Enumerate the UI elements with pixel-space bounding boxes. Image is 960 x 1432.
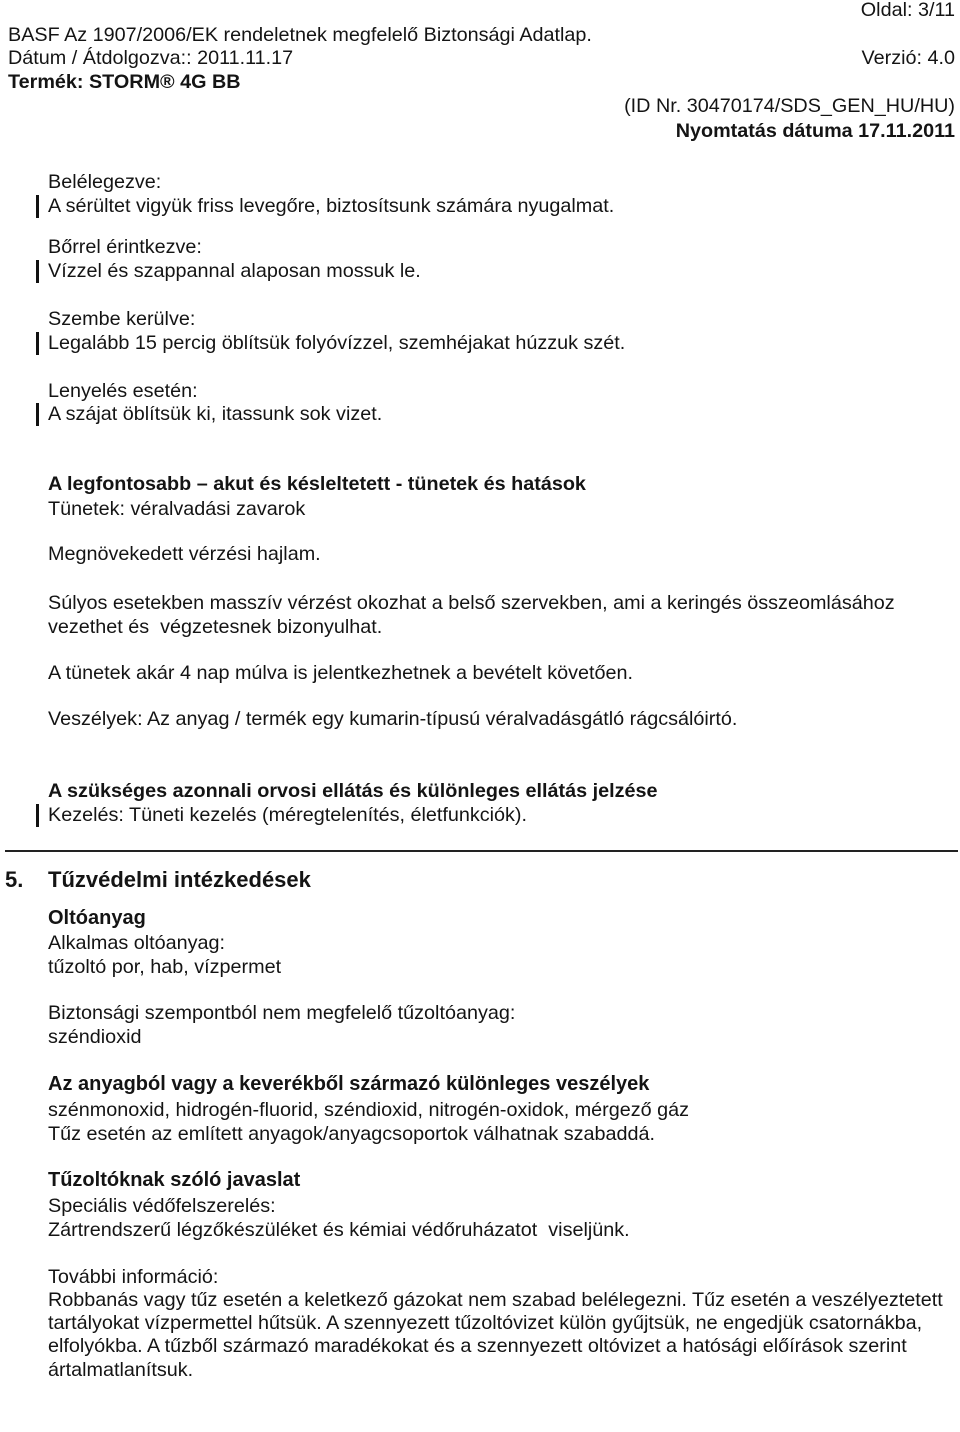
eye-contact-label: Szembe kerülve: <box>48 308 196 330</box>
print-date: Nyomtatás dátuma 17.11.2011 <box>675 120 955 142</box>
inhalation-text: A sérültet vigyük friss levegőre, biztosítsunk számára nyugalmat. <box>48 195 615 217</box>
symptoms-line: Megnövekedett vérzési hajlam. <box>48 543 321 565</box>
section-number: 5. <box>5 867 24 892</box>
product-name: Termék: STORM® 4G BB <box>8 71 241 93</box>
medical-text: Kezelés: Tüneti kezelés (méregtelenítés, életfunkciók). <box>48 804 528 826</box>
suitable-media-label: Alkalmas oltóanyag: <box>48 932 226 954</box>
symptoms-line: A tünetek akár 4 nap múlva is jelentkezhetnek a bevételt követően. <box>48 662 634 684</box>
hazards-line: szénmonoxid, hidrogén-fluorid, széndioxid, nitrogén-oxidok, mérgező gáz <box>48 1099 690 1121</box>
symptoms-heading: A legfontosabb – akut és késleltetett - tünetek és hatások <box>48 473 586 495</box>
document-title: BASF Az 1907/2006/EK rendeletnek megfelelő Biztonsági Adatlap. <box>8 24 592 46</box>
further-info-label: További információ: <box>48 1266 219 1288</box>
skin-contact-label: Bőrrel érintkezve: <box>48 236 202 258</box>
symptoms-line: Tünetek: véralvadási zavarok <box>48 498 306 520</box>
symptoms-line: Veszélyek: Az anyag / termék egy kumarin-típusú véralvadásgátló rágcsálóirtó. <box>48 708 738 730</box>
further-info-line: Robbanás vagy tűz esetén a keletkező gázokat nem szabad belélegezni. Tűz esetén a veszélyeztetett <box>48 1289 943 1311</box>
skin-contact-text: Vízzel és szappannal alaposan mossuk le. <box>48 260 421 282</box>
page-number: Oldal: 3/11 <box>860 0 955 21</box>
symptoms-line: vezethet és végzetesnek bizonyulhat. <box>48 616 383 638</box>
inhalation-label: Belélegezve: <box>48 171 162 193</box>
equipment-text: Zártrendszerű légzőkészüléket és kémiai védőruházatot viseljünk. <box>48 1219 630 1241</box>
revision-date: Dátum / Átdolgozva:: 2011.11.17 <box>8 47 294 69</box>
document-id: (ID Nr. 30470174/SDS_GEN_HU/HU) <box>624 95 955 117</box>
hazards-line: Tűz esetén az említett anyagok/anyagcsoportok válhatnak szabaddá. <box>48 1123 655 1145</box>
suitable-media-text: tűzoltó por, hab, vízpermet <box>48 956 282 978</box>
change-marker <box>36 403 39 426</box>
firefighters-heading: Tűzoltóknak szóló javaslat <box>48 1169 301 1191</box>
ingestion-label: Lenyelés esetén: <box>48 380 198 402</box>
version: Verzió: 4.0 <box>861 47 955 69</box>
change-marker <box>36 195 39 218</box>
unsuitable-media-label: Biztonsági szempontból nem megfelelő tűzoltóanyag: <box>48 1002 516 1024</box>
further-info-line: ártalmatlanítsuk. <box>48 1359 194 1381</box>
unsuitable-media-text: széndioxid <box>48 1026 142 1048</box>
change-marker <box>36 332 39 355</box>
change-marker <box>36 260 39 283</box>
change-marker <box>36 804 39 827</box>
ingestion-text: A szájat öblítsük ki, itassunk sok vizet. <box>48 403 383 425</box>
section-title: Tűzvédelmi intézkedések <box>48 867 311 892</box>
symptoms-line: Súlyos esetekben masszív vérzést okozhat a belső szervekben, ami a keringés összeomlásához <box>48 592 895 614</box>
extinguishing-heading: Oltóanyag <box>48 907 146 929</box>
hazards-heading: Az anyagból vagy a keverékből származó különleges veszélyek <box>48 1073 650 1095</box>
further-info-line: tartályokat vízpermettel hűtsük. A szennyezett tűzoltóvizet külön gyűjtsük, ne engedjük csatornákba, <box>48 1312 923 1334</box>
medical-heading: A szükséges azonnali orvosi ellátás és különleges ellátás jelzése <box>48 780 658 802</box>
section-divider <box>5 850 958 852</box>
eye-contact-text: Legalább 15 percig öblítsük folyóvízzel, szemhéjakat húzzuk szét. <box>48 332 626 354</box>
equipment-label: Speciális védőfelszerelés: <box>48 1195 276 1217</box>
further-info-line: elfolyókba. A tűzből származó maradékokat és a szennyezett oltóvizet a hatósági előírások szerint <box>48 1335 907 1357</box>
